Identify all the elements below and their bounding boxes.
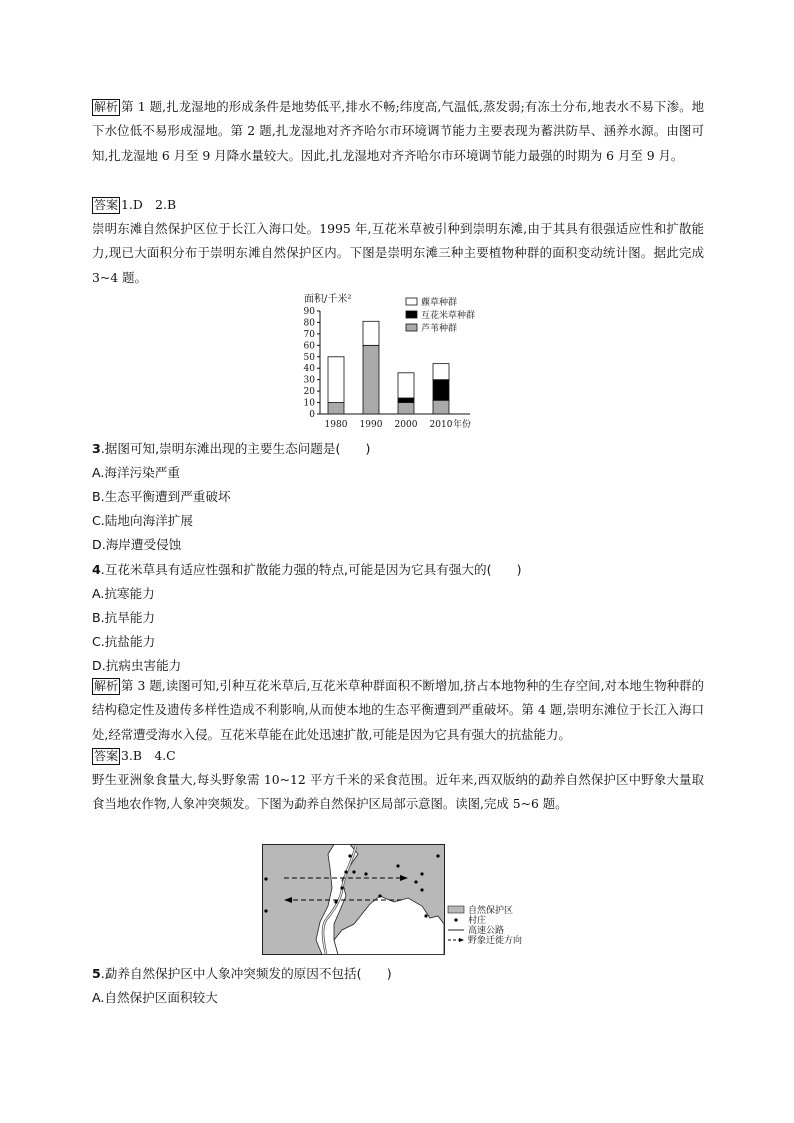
area-chart [290,288,510,434]
question-number: 5 [92,966,101,981]
bar-segment [328,357,344,403]
bar-segment [363,321,379,345]
option-5a: A.自然保护区面积较大 [92,990,218,1005]
reserve-map [262,844,542,956]
y-tick-label: 0 [309,410,315,420]
question-4-stem: 4.互花米草具有适应性强和扩散能力强的特点,可能是因为它具有强大的( ) [92,562,522,577]
bar-segment [398,398,414,403]
y-tick-label: 60 [303,341,315,352]
legend-label: 藨草种群 [421,298,458,308]
analysis-tag: 解析 [94,100,119,114]
bar-segment [363,345,379,414]
question-3-stem: 3.据图可知,崇明东滩出现的主要生态问题是( ) [92,441,371,456]
legend-reserve: 自然保护区 [468,906,514,916]
bar-segment [328,403,344,414]
bar-segment [433,380,449,401]
bar-segment [433,364,449,380]
option-4b: B.抗旱能力 [92,610,156,625]
option-3b: B.生态平衡遭到严重破坏 [92,489,231,504]
question-number: 3 [92,441,101,456]
bar-segment [398,403,414,414]
legend-highway: 高速公路 [468,926,505,936]
answer-line-2 [92,744,704,768]
y-tick-label: 20 [303,387,315,398]
question-number: 4 [92,562,101,577]
y-tick-label: 30 [303,375,315,386]
option-4a: A.抗寒能力 [92,586,155,601]
answer-line-1 [92,193,704,217]
question-5-stem: 5.勐养自然保护区中人象冲突频发的原因不包括( ) [92,966,392,981]
legend-reserve-swatch [448,906,464,913]
bar-segment [433,400,449,414]
legend-village: 村庄 [468,916,487,926]
y-tick-label: 90 [303,307,315,317]
x-tick-label: 2000 [394,420,418,430]
answer-tag: 答案 [94,749,119,763]
legend-label: 互花米草种群 [421,311,476,321]
y-axis-label: 面积/千米² [304,294,352,305]
legend-label: 芦苇种群 [421,324,458,334]
y-tick-label: 10 [303,398,315,409]
intro-paragraph-1: 崇明东滩自然保护区位于长江入海口处。1995 年,互花米草被引种到崇明东滩,由于其具有很强适应性和扩散能力,现已大面积分布于崇明东滩自然保护区内。下图是崇明东滩三种主要植物种群的面积变动统计图。据此完成 3~4 题。 [92,221,704,285]
y-tick-label: 80 [303,318,315,329]
analysis-paragraph-2 [92,674,704,747]
answer-text: 3.B 4.C [121,748,176,763]
analysis-text: 第 3 题,读图可知,引种互花米草后,互花米草种群面积不断增加,挤占本地物种的生存空间,对本地生物种群的结构稳定性及遗传多样性造成不利影响,从而使本地的生态平衡遭到严重破坏。第 4 题,崇明东滩位于长江入海口处,经常遭受海水入侵。互花米草能在此处迅速扩散,可能是因为它具有强大的抗盐能力。 [92,678,704,742]
option-3d: D.海岸遭受侵蚀 [92,537,182,552]
y-tick-label: 40 [303,364,315,375]
legend-village-symbol [454,918,457,921]
option-3c: C.陆地向海洋扩展 [92,513,193,528]
legend-migration: 野象迁徙方向 [468,936,523,946]
y-tick-label: 70 [303,329,315,340]
option-4c: C.抗盐能力 [92,634,156,649]
x-axis-label: 年份 [453,420,472,430]
option-4d: D.抗病虫害能力 [92,658,182,673]
x-tick-label: 1980 [324,420,348,430]
option-3a: A.海洋污染严重 [92,465,180,480]
legend-swatch [406,298,417,305]
analysis-tag: 解析 [94,679,119,693]
x-tick-label: 1990 [359,420,383,430]
intro-paragraph-2: 野生亚洲象食量大,每头野象需 10~12 平方千米的采食范围。近年来,西双版纳的勐养自然保护区中野象大量取食当地农作物,人象冲突频发。下图为勐养自然保护区局部示意图。读图,完成 5~6 题。 [92,772,704,812]
bar-segment [398,373,414,398]
legend-swatch [406,324,417,331]
analysis-paragraph-1 [92,95,704,168]
answer-tag: 答案 [94,198,119,212]
y-tick-label: 50 [303,352,315,363]
x-tick-label: 2010 [429,420,453,430]
legend-swatch [406,311,417,318]
analysis-text: 第 1 题,扎龙湿地的形成条件是地势低平,排水不畅;纬度高,气温低,蒸发弱;有冻土分布,地表水不易下渗。地下水位低不易形成湿地。第 2 题,扎龙湿地对齐齐哈尔市环境调节能力主要表现为蓄洪防旱、涵养水源。由图可知,扎龙湿地 6 月至 9 月降水量较大。因此,扎龙湿地对齐齐哈尔市环境调节能力最强的时期为 6 月至 9 月。 [92,99,704,163]
answer-text: 1.D 2.B [121,197,177,212]
